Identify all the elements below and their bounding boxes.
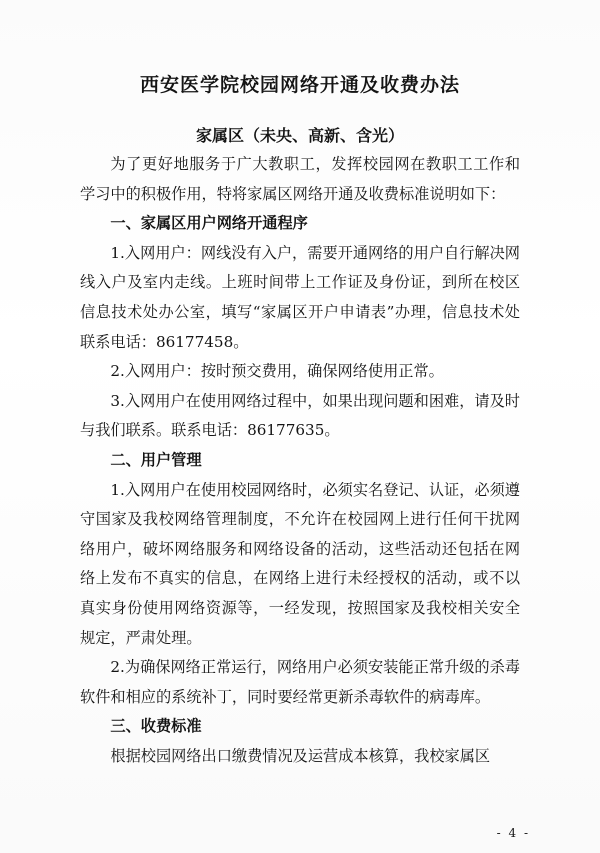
section-heading-1: 一、家属区用户网络开通程序: [110, 214, 308, 233]
document-body: [80, 150, 520, 771]
document-title: 西安医学院校园网络开通及收费办法: [139, 74, 460, 96]
section-1-item-3: 3.入网用户在使用网络过程中，如果出现问题和困难，请及时与我们联系。联系电话：86177635。: [80, 391, 520, 440]
section-heading-3: 三、收费标准: [110, 717, 202, 736]
section-3-paragraph: 根据校园网络出口缴费情况及运营成本核算，我校家属区: [110, 746, 491, 765]
section-2-item-1: 1.入网用户在使用校园网络时，必须实名登记、认证，必须遵守国家及我校网络管理制度，不允许在校园网上进行任何干扰网络用户，破坏网络服务和网络设备的活动，这些活动还包括在网络上发布不真实的信息，在网络上进行未经授权的活动，或不以真实身份使用网络资源等，一经发现，按照国家及我校相关安全规定，严肃处理。: [80, 480, 520, 647]
document-subtitle: 家属区（未央、高新、含光）: [195, 126, 404, 145]
section-2-item-2: 2.为确保网络正常运行，网络用户必须安装能正常升级的杀毒软件和相应的系统补丁，同时要经常更新杀毒软件的病毒库。: [80, 658, 520, 706]
page-number: - 4 -: [496, 826, 530, 840]
section-1-item-2: 2.入网用户：按时预交费用，确保网络使用正常。: [110, 362, 444, 381]
section-heading-2: 二、用户管理: [110, 450, 202, 469]
intro-paragraph: 为了更好地服务于广大教职工，发挥校园网在教职工工作和学习中的积极作用，特将家属区网络开通及收费标准说明如下：: [80, 155, 520, 203]
section-1-item-1: 1.入网用户：网线没有入户，需要开通网络的用户自行解决网线入户及室内走线。上班时间带上工作证及身份证，到所在校区信息技术处办公室，填写“家属区开户申请表”办理，信息技术处联系电话：86177458。: [80, 243, 520, 351]
